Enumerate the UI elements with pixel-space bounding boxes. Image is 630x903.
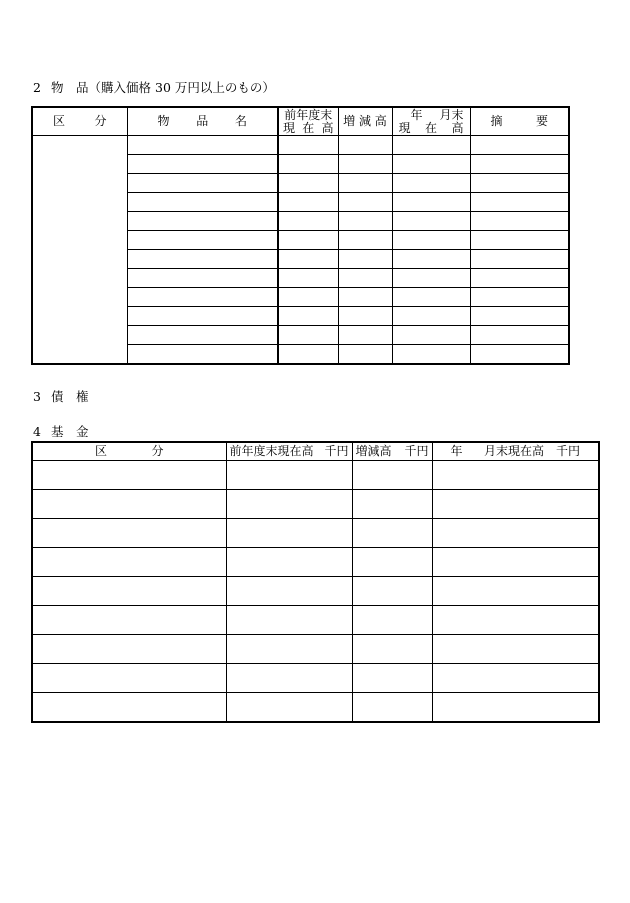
goods-header-row bbox=[32, 107, 569, 136]
table-row bbox=[32, 519, 599, 548]
section2-note: （購入価格 30 万円以上のもの） bbox=[88, 80, 275, 95]
col-remarks: 摘 要 bbox=[470, 107, 569, 136]
kubun-cell[interactable] bbox=[32, 136, 127, 365]
section3-title: 債 権 bbox=[51, 389, 89, 404]
col-prev-balance: 前年度末現在高 千円 bbox=[226, 442, 352, 461]
section4-title: 基 金 bbox=[51, 424, 89, 439]
table-row bbox=[32, 664, 599, 693]
table-row bbox=[32, 606, 599, 635]
table-row bbox=[32, 490, 599, 519]
section4-number: 4 bbox=[33, 424, 41, 439]
col-curr-balance: 年 月末 現 在 高 bbox=[392, 107, 470, 136]
col-kubun: 区 分 bbox=[32, 107, 127, 136]
goods-table bbox=[31, 106, 570, 365]
section2-heading bbox=[33, 81, 275, 95]
table-row bbox=[32, 548, 599, 577]
fund-table bbox=[31, 441, 600, 723]
table-row bbox=[32, 693, 599, 723]
col-change: 増減高 千円 bbox=[352, 442, 432, 461]
table-row bbox=[32, 577, 599, 606]
table-row bbox=[32, 635, 599, 664]
col-item-name: 物 品 名 bbox=[127, 107, 278, 136]
table-row bbox=[32, 136, 569, 155]
col-change: 増 減 高 bbox=[338, 107, 392, 136]
section3-heading bbox=[33, 390, 89, 404]
section3-number: 3 bbox=[33, 389, 41, 404]
section4-heading bbox=[33, 425, 89, 439]
table-row bbox=[32, 461, 599, 490]
col-kubun: 区 分 bbox=[32, 442, 226, 461]
section2-title: 物 品 bbox=[51, 80, 89, 95]
section2-number: 2 bbox=[33, 80, 41, 95]
col-curr-balance: 年 月末現在高 千円 bbox=[432, 442, 599, 461]
col-prev-balance: 前年度末 現 在 高 bbox=[278, 107, 338, 136]
fund-header-row bbox=[32, 442, 599, 461]
